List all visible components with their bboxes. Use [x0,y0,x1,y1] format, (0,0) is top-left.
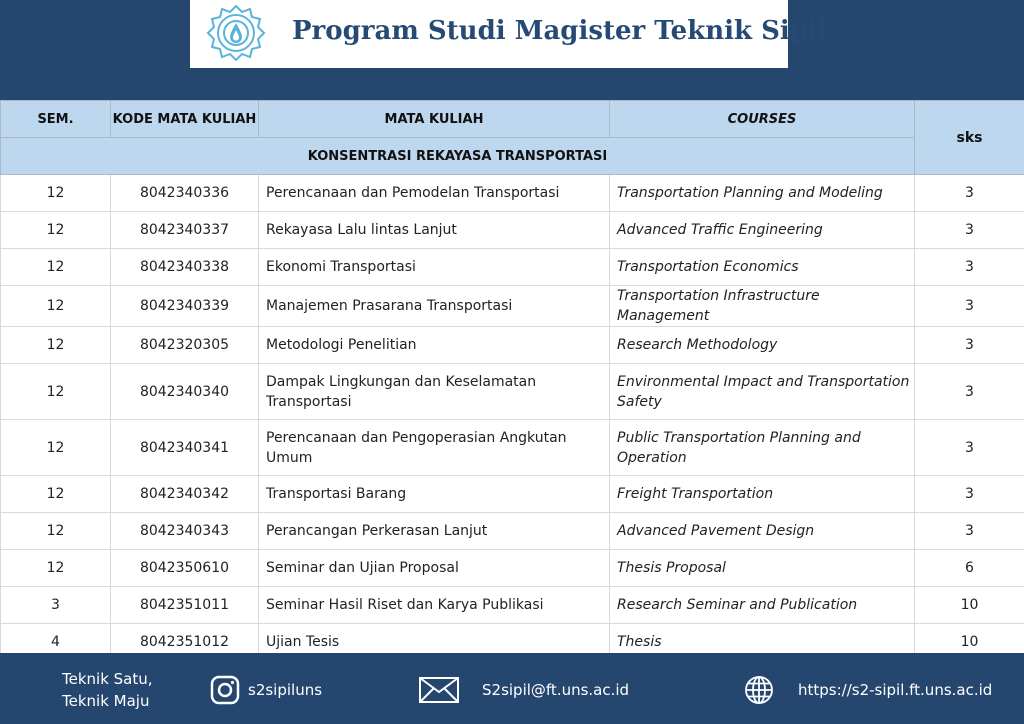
row-course-name: Ujian Tesis [259,624,610,661]
curriculum-table [0,100,1024,661]
header-card [190,0,828,68]
table-row [1,476,1024,513]
website-url: https://s2-sipil.ft.uns.ac.id [798,681,993,699]
row-course-english: Transportation Infrastructure Management [610,286,915,327]
table-row [1,550,1024,587]
university-logo [206,3,266,63]
row-course-english: Advanced Traffic Engineering [610,212,915,249]
row-sks: 3 [915,476,1024,513]
row-course-name: Seminar Hasil Riset dan Karya Publikasi [259,587,610,624]
row-sks: 3 [915,513,1024,550]
row-course-english: Environmental Impact and Transportation Safety [610,364,915,420]
curriculum-table-wrapper [0,100,1024,653]
row-sks: 3 [915,249,1024,286]
row-course-english: Freight Transportation [610,476,915,513]
table-row [1,286,1024,327]
table-row [1,513,1024,550]
row-sks: 10 [915,624,1024,661]
row-sem: 12 [1,513,111,550]
row-course-name: Metodologi Penelitian [259,327,610,364]
row-course-english: Thesis [610,624,915,661]
row-sem: 4 [1,624,111,661]
row-course-english: Advanced Pavement Design [610,513,915,550]
table-row [1,420,1024,476]
envelope-icon [418,675,460,705]
row-sks: 3 [915,212,1024,249]
row-sks: 3 [915,364,1024,420]
row-code: 8042351011 [111,587,259,624]
footer [0,653,1024,724]
row-sks: 10 [915,587,1024,624]
row-sem: 12 [1,327,111,364]
tagline-line-1: Teknik Satu, [62,670,153,688]
tagline-line-2: Teknik Maju [62,692,150,710]
row-course-english: Transportation Economics [610,249,915,286]
row-code: 8042320305 [111,327,259,364]
row-code: 8042340336 [111,175,259,212]
table-row [1,364,1024,420]
footer-tagline [62,668,153,712]
row-course-english: Thesis Proposal [610,550,915,587]
row-course-name: Rekayasa Lalu lintas Lanjut [259,212,610,249]
table-row [1,212,1024,249]
row-code: 8042340340 [111,364,259,420]
table-row [1,175,1024,212]
row-sks: 3 [915,175,1024,212]
row-code: 8042351012 [111,624,259,661]
email-address: S2sipil@ft.uns.ac.id [482,681,630,699]
footer-instagram[interactable] [210,675,322,705]
header-name: MATA KULIAH [259,101,610,138]
row-course-name: Perencanaan dan Pemodelan Transportasi [259,175,610,212]
instagram-handle: s2sipiluns [248,681,323,699]
row-sks: 6 [915,550,1024,587]
concentration-row [1,138,1024,175]
row-course-english: Research Seminar and Publication [610,587,915,624]
header-sem: SEM. [1,101,111,138]
row-code: 8042340338 [111,249,259,286]
row-code: 8042340342 [111,476,259,513]
header-sks: sks [915,101,1024,175]
table-header-row [1,101,1024,138]
row-course-name: Seminar dan Ujian Proposal [259,550,610,587]
row-code: 8042340337 [111,212,259,249]
row-code: 8042340341 [111,420,259,476]
concentration-title: KONSENTRASI REKAYASA TRANSPORTASI [1,138,915,175]
row-course-english: Research Methodology [610,327,915,364]
row-code: 8042340339 [111,286,259,327]
row-sem: 12 [1,550,111,587]
instagram-icon [210,675,240,705]
table-row [1,327,1024,364]
row-course-english: Public Transportation Planning and Operation [610,420,915,476]
row-course-name: Perencanaan dan Pengoperasian Angkutan Umum [259,420,610,476]
row-sem: 3 [1,587,111,624]
row-sem: 12 [1,364,111,420]
row-sks: 3 [915,420,1024,476]
header-code: KODE MATA KULIAH [111,101,259,138]
row-sks: 3 [915,286,1024,327]
footer-email[interactable] [418,675,629,705]
row-course-name: Perancangan Perkerasan Lanjut [259,513,610,550]
row-course-english: Transportation Planning and Modeling [610,175,915,212]
row-sem: 12 [1,476,111,513]
globe-icon [744,675,774,705]
row-sem: 12 [1,212,111,249]
row-sem: 12 [1,249,111,286]
row-course-name: Transportasi Barang [259,476,610,513]
row-code: 8042340343 [111,513,259,550]
page-title: Program Studi Magister Teknik Sipil [292,16,828,46]
row-sem: 12 [1,175,111,212]
footer-website[interactable] [744,675,992,705]
table-body [1,175,1024,661]
row-sem: 12 [1,420,111,476]
table-row [1,249,1024,286]
header-courses: COURSES [610,101,915,138]
row-course-name: Dampak Lingkungan dan Keselamatan Transportasi [259,364,610,420]
table-row [1,587,1024,624]
row-sem: 12 [1,286,111,327]
row-code: 8042350610 [111,550,259,587]
row-sks: 3 [915,327,1024,364]
row-course-name: Ekonomi Transportasi [259,249,610,286]
row-course-name: Manajemen Prasarana Transportasi [259,286,610,327]
